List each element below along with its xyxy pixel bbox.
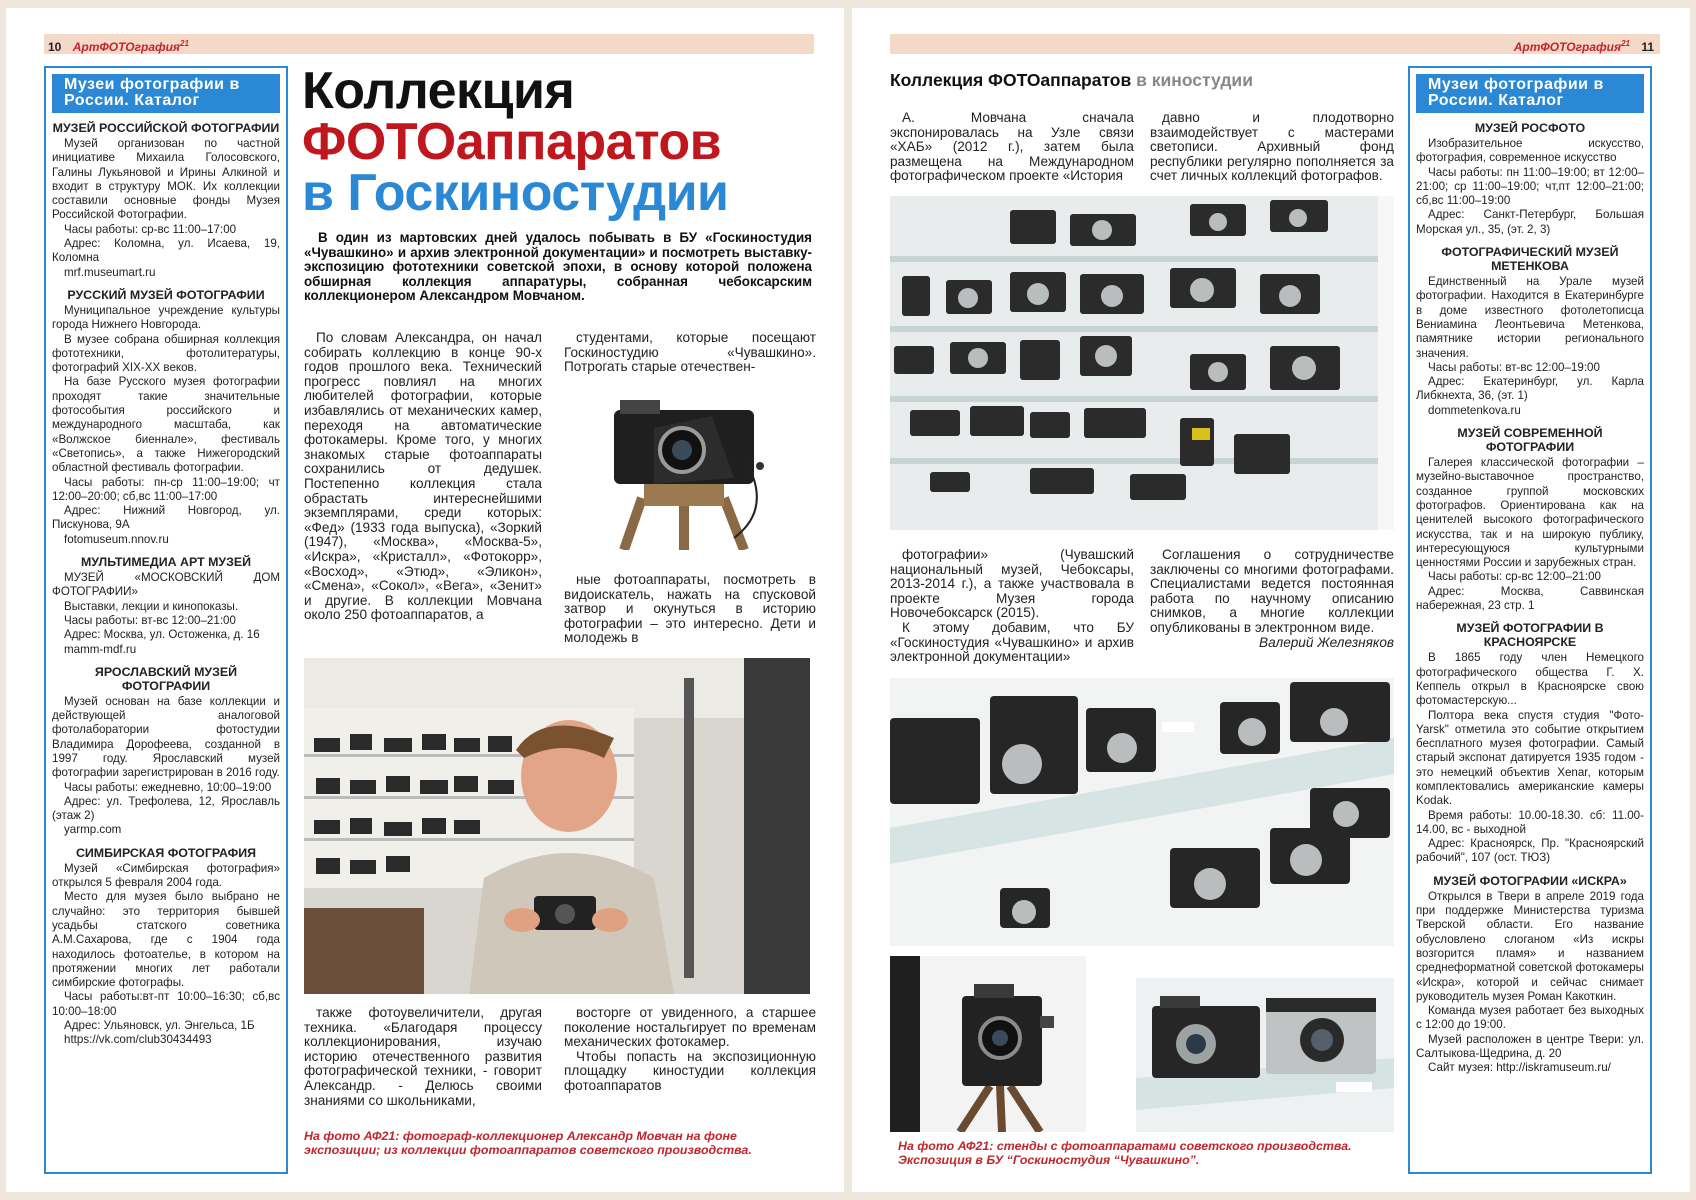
museum-entry [46,121,286,288]
page-folio-bar [44,34,814,54]
museum-paragraph: МУЗЕЙ «МОСКОВСКИЙ ДОМ ФОТОГРАФИИ» [52,571,280,599]
museum-paragraph: Адрес: Ульяновск, ул. Энгельса, 1Б [64,1019,255,1033]
article-column-1-bottom: также фотоувеличители, другая техника. «Благодаря процессу коллекционирования, изучаю историю отечественного развития фотографической техники, - говорит Александр. - Делюсь своими знаниями со школьниками, [304,1005,542,1108]
headline-line-2: ФОТОаппаратов [302,113,722,171]
museum-entry [1410,874,1650,1084]
museum-paragraph: Часы работы: вт-вс 12:00–19:00 [1428,360,1600,374]
museum-paragraph: В музее собрана обширная коллекция фототехники, фотолитературы, фотографий XIX-XX веков. [52,332,280,375]
folding-camera-photo [584,388,784,550]
photo-caption: На фото АФ21: фотограф-коллекционер Александр Мовчан на фоне экспозиции; из коллекции фотоаппаратов советского производства. [304,1129,752,1157]
museum-paragraph: Адрес: Красноярск, Пр. "Красноярский рабочий", 107 (ост. ТЮЗ) [1416,837,1644,865]
museum-entry [46,555,286,665]
museum-entry [1410,245,1650,426]
museum-paragraph: Музей основан на базе коллекции и действующей аналоговой фотолаборатории фотостудии Владимира Дорофеева, созданной в 1997 году. Ярославский музей фотографии зарегистрирован в 2016 году. [52,694,280,780]
museum-paragraph: Выставки, лекции и кинопоказы. [64,599,239,613]
museum-name: ФОТОГРАФИЧЕСКИЙ МУЗЕЙ МЕТЕНКОВА [1441,245,1619,274]
museum-name: МУЗЕЙ РОСФОТО [1474,121,1586,135]
museum-name: МУЗЕЙ ФОТОГРАФИИ В КРАСНОЯРСКЕ [1456,621,1604,650]
museum-list [1410,121,1650,1084]
museum-paragraph: Адрес: Москва, Саввинская набережная, 23 стр. 1 [1416,584,1644,613]
museum-name: ЯРОСЛАВСКИЙ МУЗЕЙ ФОТОГРАФИИ [94,664,238,693]
museum-paragraph: Часы работы: ежедневно, 10:00–19:00 [64,780,272,794]
museum-entry [1410,621,1650,873]
museum-paragraph: Сайт музея: http://iskramuseum.ru/ [1428,1061,1611,1075]
box-camera-photo [890,956,1086,1132]
museum-paragraph: Единственный на Урале музей фотографии. Находится в Екатеринбурге в доме известного фотолетописца Вениамина Леонтьевича Метенкова, памятнике истории регионального значения. [1416,275,1644,360]
museum-name: МУЗЕЙ СОВРЕМЕННОЙ ФОТОГРАФИИ [1457,426,1603,455]
museum-name: МУЛЬТИМЕДИА АРТ МУЗЕЙ [80,555,252,570]
photo-caption: На фото АФ21: стенды с фотоаппаратами советского производства. Экспозиция в БУ “Госкиностудия “Чувашкино”. [898,1139,1352,1167]
headline-line-1: Коллекция [302,62,575,120]
page-number: 11 [1641,40,1654,54]
museum-paragraph: Открылся в Твери в апреле 2019 года при поддержке Министерства туризма Тверской области. Его название обусловлено слоганом «Из искры возгорится пламя» и названием среднеформатной советской фотокамеры «Искра», которой и сейчас снимает руководитель музея Роман Какоткин. [1416,889,1644,1003]
museum-paragraph: Часы работы: вт-вс 12:00–21:00 [64,613,236,627]
article-column-2-bottom: восторге от увиденного, а старшее поколение ностальгирует по временам механических фотокамер. Чтобы попасть на экспозиционную площадку киностудии коллекция фотоаппаратов [564,1005,816,1093]
museum-website-link[interactable]: mamm-mdf.ru [64,642,137,656]
museum-entry [1410,426,1650,621]
museum-paragraph: Адрес: ул. Трефолева, 12, Ярославль (этаж 2) [52,794,280,823]
magazine-brand: АртФОТОграфия$^{21}$ [1513,39,1630,54]
article-column-2-top: студентами, которые посещают Госкиностудию «Чувашкино». Потрогать старые отечествен- [564,330,816,375]
museum-paragraph: Адрес: Коломна, ул. Исаева, 19, Коломна [52,237,280,265]
museum-paragraph: Адрес: Санкт-Петербург, Большая Морская ул., 35, (эт. 2, 3) [1416,208,1644,236]
museum-website-link[interactable]: yarmp.com [64,823,122,837]
museum-name: СИМБИРСКАЯ ФОТОГРАФИЯ [75,845,257,860]
museum-entry [46,288,286,555]
camera-shelves-photo [890,196,1394,530]
museum-name: МУЗЕЙ РОССИЙСКОЙ ФОТОГРАФИИ [52,121,280,135]
museum-list [46,121,286,1056]
page-number: 10 [48,40,62,54]
article-column-1-top: А. Мовчана сначала экспонировалась на Узле связи «ХАБ» (2012 г.), затем была размещена на Международном фотографическом проекте «История [890,110,1134,184]
left-page [6,8,844,1192]
museum-paragraph: Место для музея было выбрано не случайно: это территория бывшей усадьбы статского советника А.М.Сахарова, где с 1904 года находилось фотоателье, в котором на протяжении многих лет работали симбирские фотографы. [52,890,280,990]
article-column-2-mid: ные фотоаппараты, посмотреть в видоискатель, нажать на спусковой затвор и окунуться в историю фотографии – это интересно. Дети и молодежь в [564,572,816,646]
sidebar-tag: Музеи фотографии в России. Каталог [52,74,280,113]
article-lead: В один из мартовских дней удалось побывать в БУ «Госкиностудия «Чувашкино» и архив электронной документации» и посмотреть выставку-экспозицию фототехники советской эпохи, в основу которой положена обширная коллекция аппаратуры, собранная чебоксарским коллекционером Александром Мовчаном. [304,230,812,304]
page-folio-bar [890,34,1660,54]
article-column-1-top: По словам Александра, он начал собирать коллекцию в конце 90-х годов прошлого века. Технический прогресс повлиял на многих любителей фотографии, которые избавлялись от механических камер, переходя на автоматические фотокамеры. Кроме того, у многих знакомых старые фотоаппараты сохранились от дедушек. Постепенно коллекция стала обрастать интереснейшими экземплярами, среди которых: «Фед» (1933 года выпуска), «Зоркий (1947), «Москва», «Москва-5», «Искра», «Кристалл», «Фотокорр», «Восход», «Этюд», «Эликон», «Смена», «Сокол», «Вега», «Зенит» и другие. В коллекции Мовчана около 250 фотоаппаратов, а [304,330,542,623]
museum-paragraph: Музей «Симбирская фотография» открылся 5 февраля 2004 года. [52,861,280,890]
museum-paragraph: Часы работы: пн 11:00–19:00; вт 12:00–21:00; ср 11:00–19:00; чт,пт 12:00–21:00; сб,вс 11:00–19:00 [1416,165,1644,208]
collector-portrait-photo [304,658,810,994]
article-column-2-top: давно и плодотворно взаимодействует с мастерами светописи. Архивный фонд республики регулярно пополняется за счет личных коллекций фотографов. [1150,110,1394,184]
museum-entry [46,665,286,846]
museum-paragraph: Часы работы: пн-ср 11:00–19:00; чт 12:00–20:00; сб,вс 11:00–17:00 [52,475,280,503]
museum-website-link[interactable]: https://vk.com/club30434493 [64,1033,212,1047]
museum-name: РУССКИЙ МУЗЕЙ ФОТОГРАФИИ [67,287,265,302]
two-cameras-photo [1136,978,1394,1132]
headline-line-3: в Госкиностудии [302,164,729,222]
museum-website-link[interactable]: dommetenkova.ru [1428,403,1521,417]
article-headline [302,62,822,222]
museum-paragraph: Адрес: Нижний Новгород, ул. Пискунова, 9А [52,504,280,532]
museum-paragraph: Полтора века спустя студия "Фото-Yarsk" отметила это событие открытием бесплатного музея фотографии. Самый старый экспонат датируется 1935 годом - это немецкий объектив Xenar, которым комплектовались американские камеры Kodak. [1416,708,1644,808]
museum-paragraph: Часы работы: ср-вс 12:00–21:00 [1428,570,1601,584]
museum-paragraph: Адрес: Екатеринбург, ул. Карла Либкнехта, 36, (эт. 1) [1416,375,1644,403]
museum-website-link[interactable]: mrf.museumart.ru [64,265,156,279]
museum-paragraph: В 1865 году член Немецкого фотографического общества Г. Х. Кеппель открыл в Красноярске свою фотомастерскую... [1416,651,1644,708]
museum-paragraph: На базе Русского музея фотографии проходят такие значительные фотособытия российского и международного масштаба, как «Волжское биеннале», фестиваль «Светопись», а также Нижегородский областной фестиваль фотографии. [52,375,280,475]
museum-catalog-sidebar [44,66,288,1174]
museum-website-link[interactable]: fotomuseum.nnov.ru [64,532,169,546]
museum-paragraph: Часы работы:вт-пт 10:00–16:30; сб,вс 10:00–18:00 [52,990,280,1018]
museum-paragraph: Музей расположен в центре Твери: ул. Салтыкова-Щедрина, д. 20 [1416,1032,1644,1061]
museum-paragraph: Часы работы: ср-вс 11:00–17:00 [64,222,237,236]
article-column-1-mid: фотографии» (Чувашский национальный музей, Чебоксары, 2013-2014 г.), а также участвовала в проекте Музея города Новочебоксарск (2015). К этому добавим, что БУ «Госкиностудия «Чувашкино» и архив электронной документации» [890,547,1134,665]
magazine-brand: АртФОТОграфия$^{21}$ [72,39,189,54]
museum-paragraph: Муниципальное учреждение культуры города Нижнего Новгорода. [52,303,280,332]
museum-paragraph: Команда музея работает без выходных с 12:00 до 19:00. [1416,1004,1644,1032]
right-page [852,8,1690,1192]
article-column-2-mid: Соглашения о сотрудничестве заключены со многими фотографами. Специалистами ведется постоянная работа по научному описанию снимков, а многие коллекции опубликованы в электронном виде. Валерий Железняков [1150,547,1394,650]
sidebar-tag: Музеи фотографии в России. Каталог [1416,74,1644,113]
museum-paragraph: Музей организован по частной инициативе Михаила Голосовского, Галины Лукьяновой и Ирины Алкиной и входит в структуру МОК. Их коллекции составили основные фонды Музея Российской Фотографии. [52,137,280,222]
museum-paragraph: Адрес: Москва, ул. Остоженка, д. 16 [64,628,260,642]
museum-name: МУЗЕЙ ФОТОГРАФИИ «ИСКРА» [1433,873,1627,888]
museum-paragraph: Изобразительное искусство, фотография, современное искусство [1416,137,1644,165]
museum-paragraph: Галерея классической фотографии – музейно-выставочное пространство, созданное группой московских фотографов. Ориентирована как на ценителей высокого фотографического искусства, так и на широкую публику, интересующуюся культурными ценностями России и зарубежных стран. [1416,456,1644,570]
running-header: Коллекция ФОТОаппаратов в киностудии [890,70,1253,90]
museum-entry [46,846,286,1056]
author-signature: Валерий Железняков [1259,634,1394,650]
museum-paragraph: Время работы: 10.00-18.30. сб: 11.00-14.00, вс - выходной [1416,808,1644,836]
museum-catalog-sidebar [1408,66,1652,1174]
glass-shelf-cameras-photo [890,678,1394,946]
museum-entry [1410,121,1650,245]
